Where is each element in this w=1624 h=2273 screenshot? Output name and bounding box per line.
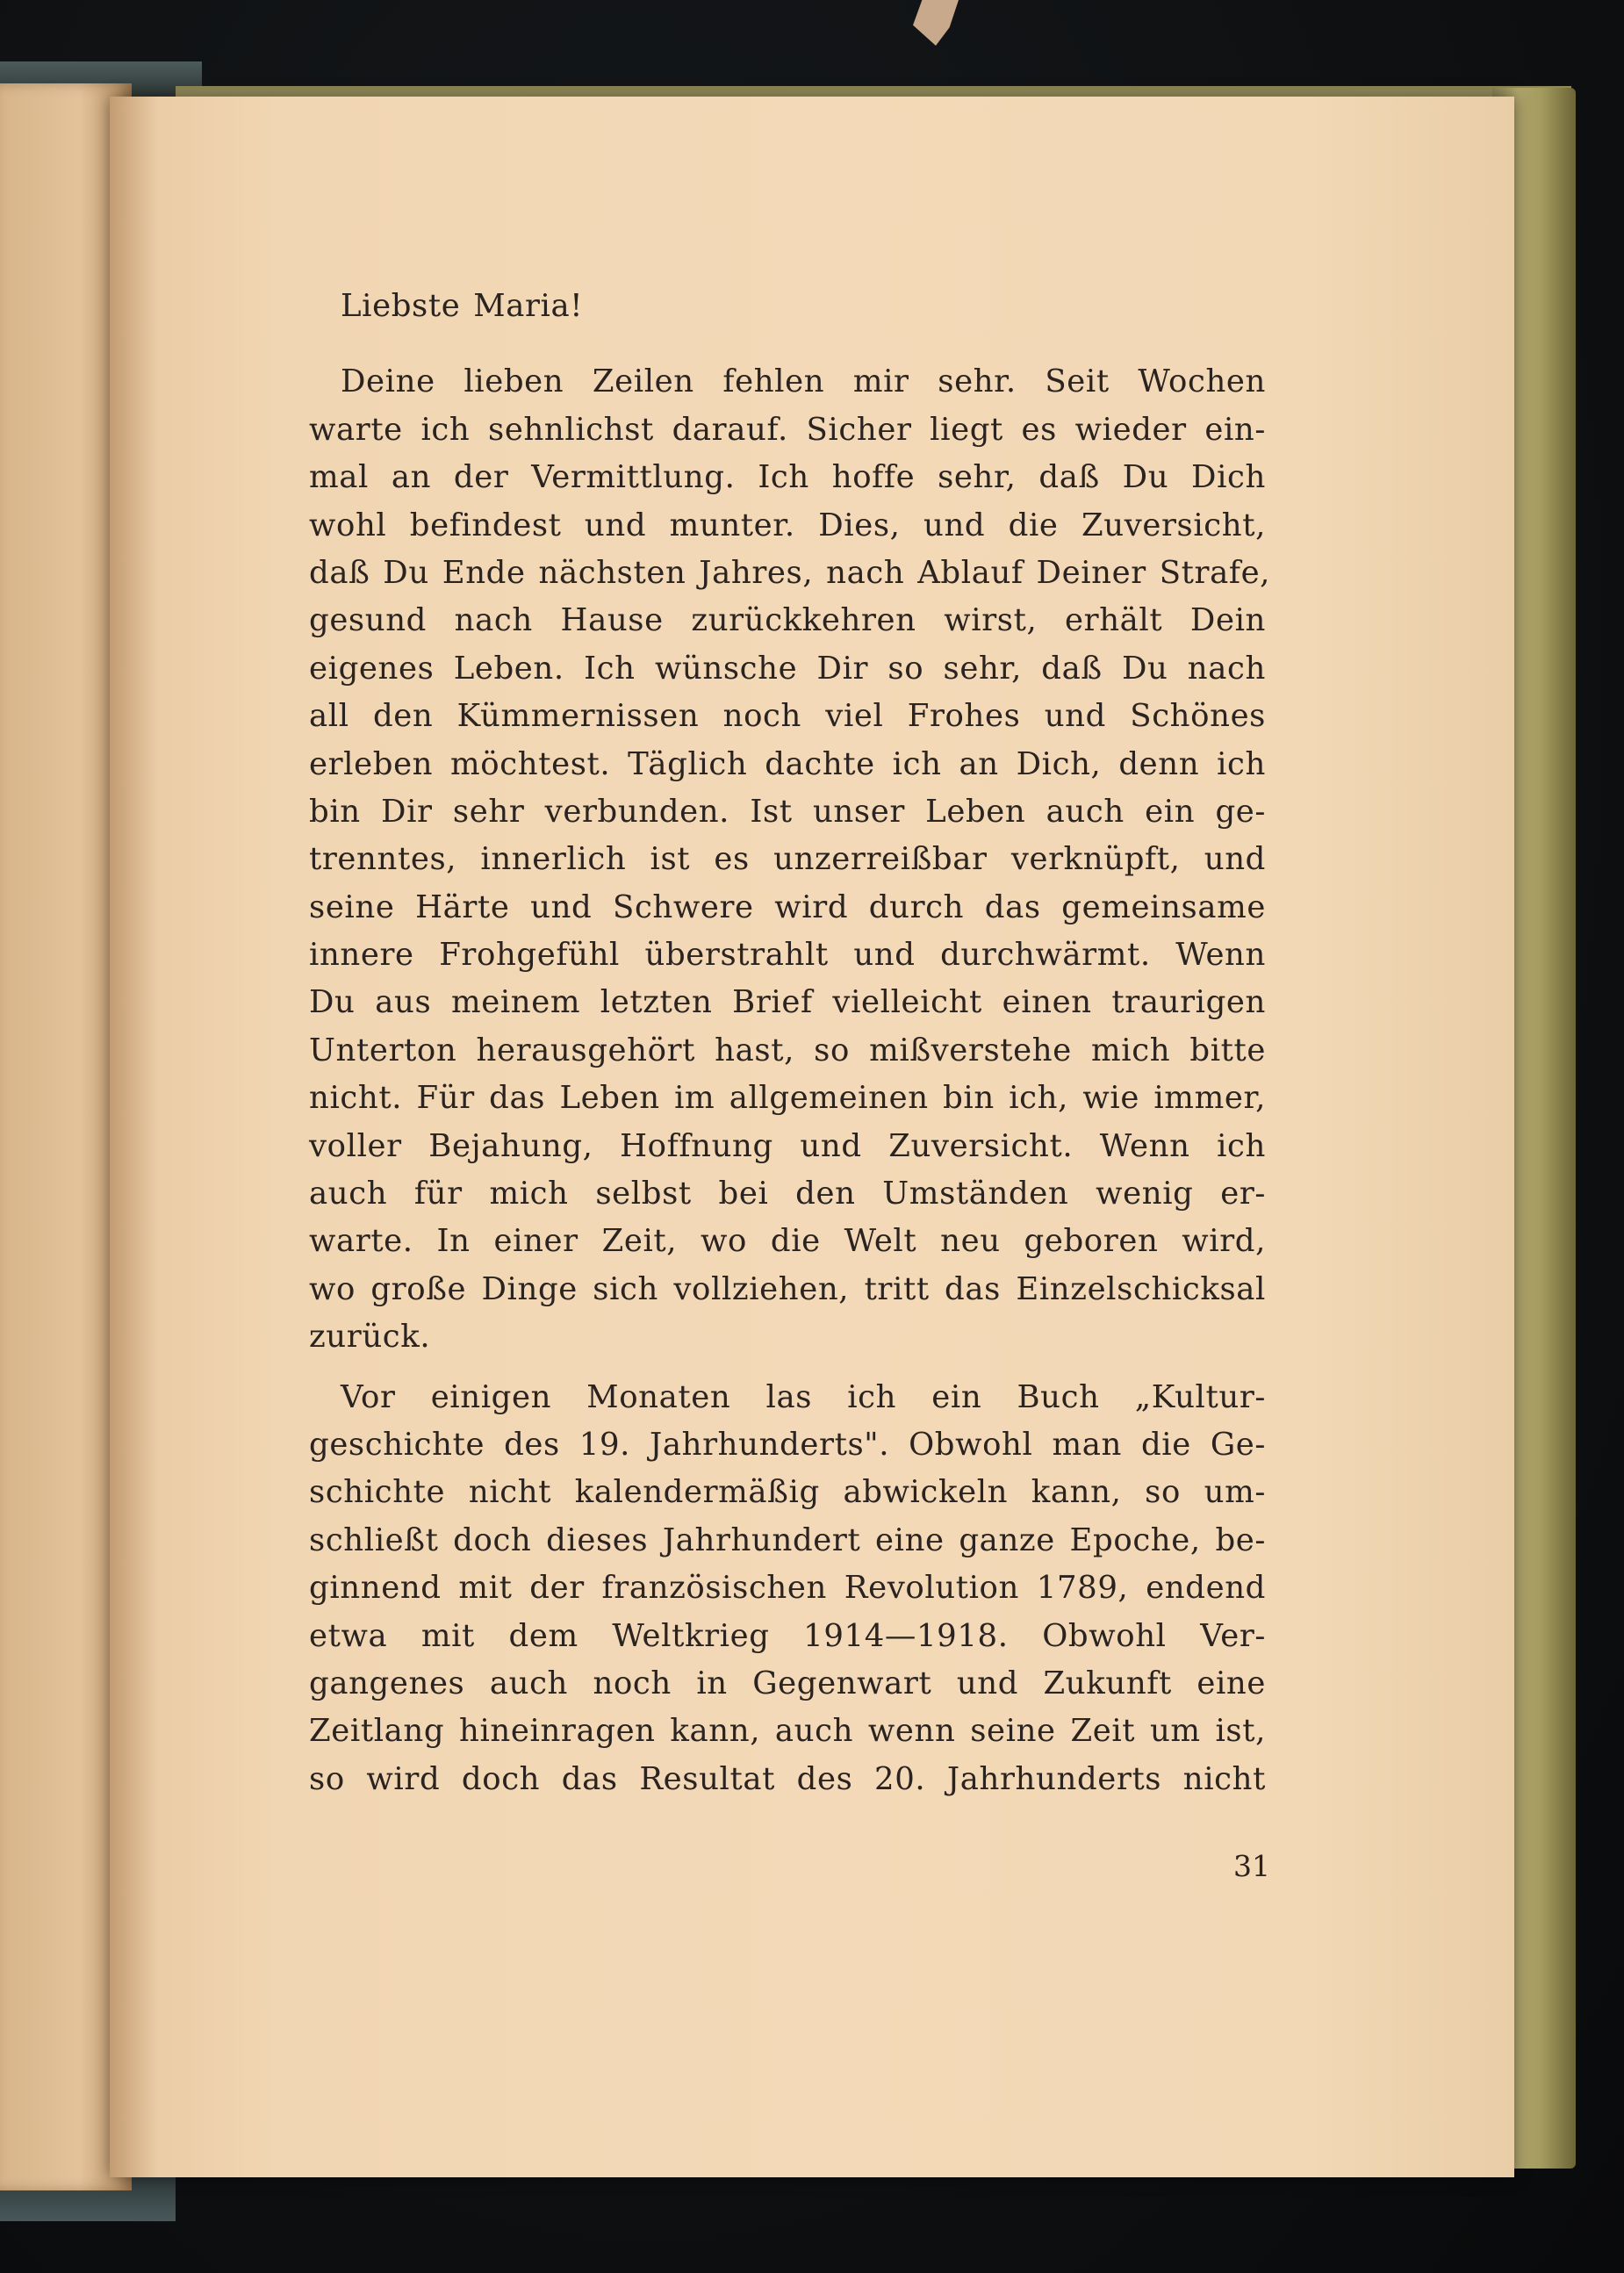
text-line: trenntes, innerlich ist es unzerreißbar verknüpft, und: [309, 841, 1266, 878]
page-gutter-shadow: [110, 97, 158, 2177]
text-line: geschichte des 19. Jahrhunderts". Obwohl man die Ge-: [309, 1427, 1266, 1463]
text-line: warte ich sehnlichst darauf. Sicher liegt es wieder ein-: [309, 411, 1266, 448]
text-line: eigenes Leben. Ich wünsche Dir so sehr, daß Du nach: [309, 650, 1266, 687]
text-line: wohl befindest und munter. Dies, und die Zuversicht,: [309, 507, 1266, 543]
text-line: gesund nach Hause zurückkehren wirst, erhält Dein: [309, 602, 1266, 639]
text-line: Vor einigen Monaten las ich ein Buch „Kultur-: [341, 1378, 1266, 1415]
text-line: so wird doch das Resultat des 20. Jahrhunderts nicht: [309, 1760, 1266, 1797]
letter-text: [309, 283, 1271, 1803]
text-line: erleben möchtest. Täglich dachte ich an Dich, denn ich: [309, 745, 1266, 782]
text-line: all den Kümmernissen noch viel Frohes und Schönes: [309, 698, 1266, 735]
text-line: seine Härte und Schwere wird durch das gemeinsame: [309, 888, 1266, 925]
text-line: schichte nicht kalendermäßig abwickeln kann, so um-: [309, 1474, 1266, 1511]
text-line: mal an der Vermittlung. Ich hoffe sehr, daß Du Dich: [309, 459, 1266, 496]
text-line: schließt doch dieses Jahrhundert eine ganze Epoche, be-: [309, 1521, 1266, 1558]
text-line: ginnend mit der französischen Revolution 1789, endend: [309, 1570, 1266, 1607]
text-line: etwa mit dem Weltkrieg 1914—1918. Obwohl Ver-: [309, 1617, 1266, 1654]
text-line: Du aus meinem letzten Brief vielleicht einen traurigen: [309, 984, 1266, 1021]
text-line: voller Bejahung, Hoffnung und Zuversicht. Wenn ich: [309, 1127, 1266, 1164]
text-line: gangenes auch noch in Gegenwart und Zukunft eine: [309, 1665, 1266, 1701]
text-line: Zeitlang hineinragen kann, auch wenn seine Zeit um ist,: [309, 1713, 1266, 1750]
paragraph-1: [309, 358, 1271, 1361]
text-line: wo große Dinge sich vollziehen, tritt das Einzelschicksal: [309, 1270, 1266, 1307]
paragraph-2: [309, 1374, 1266, 1804]
text-line: Deine lieben Zeilen fehlen mir sehr. Seit Wochen: [341, 363, 1266, 400]
text-line: auch für mich selbst bei den Umständen wenig er-: [309, 1176, 1266, 1212]
paragraph-gap: [309, 1362, 1266, 1374]
text-line: warte. In einer Zeit, wo die Welt neu geboren wird,: [309, 1223, 1266, 1260]
text-line: nicht. Für das Leben im allgemeinen bin ich, wie immer,: [309, 1080, 1266, 1117]
salutation: Liebste Maria!: [341, 288, 584, 324]
text-line: Unterton herausgehört hast, so mißverstehe mich bitte: [309, 1032, 1266, 1068]
page-number: 31: [1233, 1849, 1270, 1883]
text-line: daß Du Ende nächsten Jahres, nach Ablauf Deiner Strafe,: [309, 554, 1271, 591]
text-line: bin Dir sehr verbunden. Ist unser Leben auch ein ge-: [309, 793, 1266, 830]
text-line: innere Frohgefühl überstrahlt und durchwärmt. Wenn: [309, 937, 1266, 974]
text-line: zurück.: [309, 1319, 431, 1356]
